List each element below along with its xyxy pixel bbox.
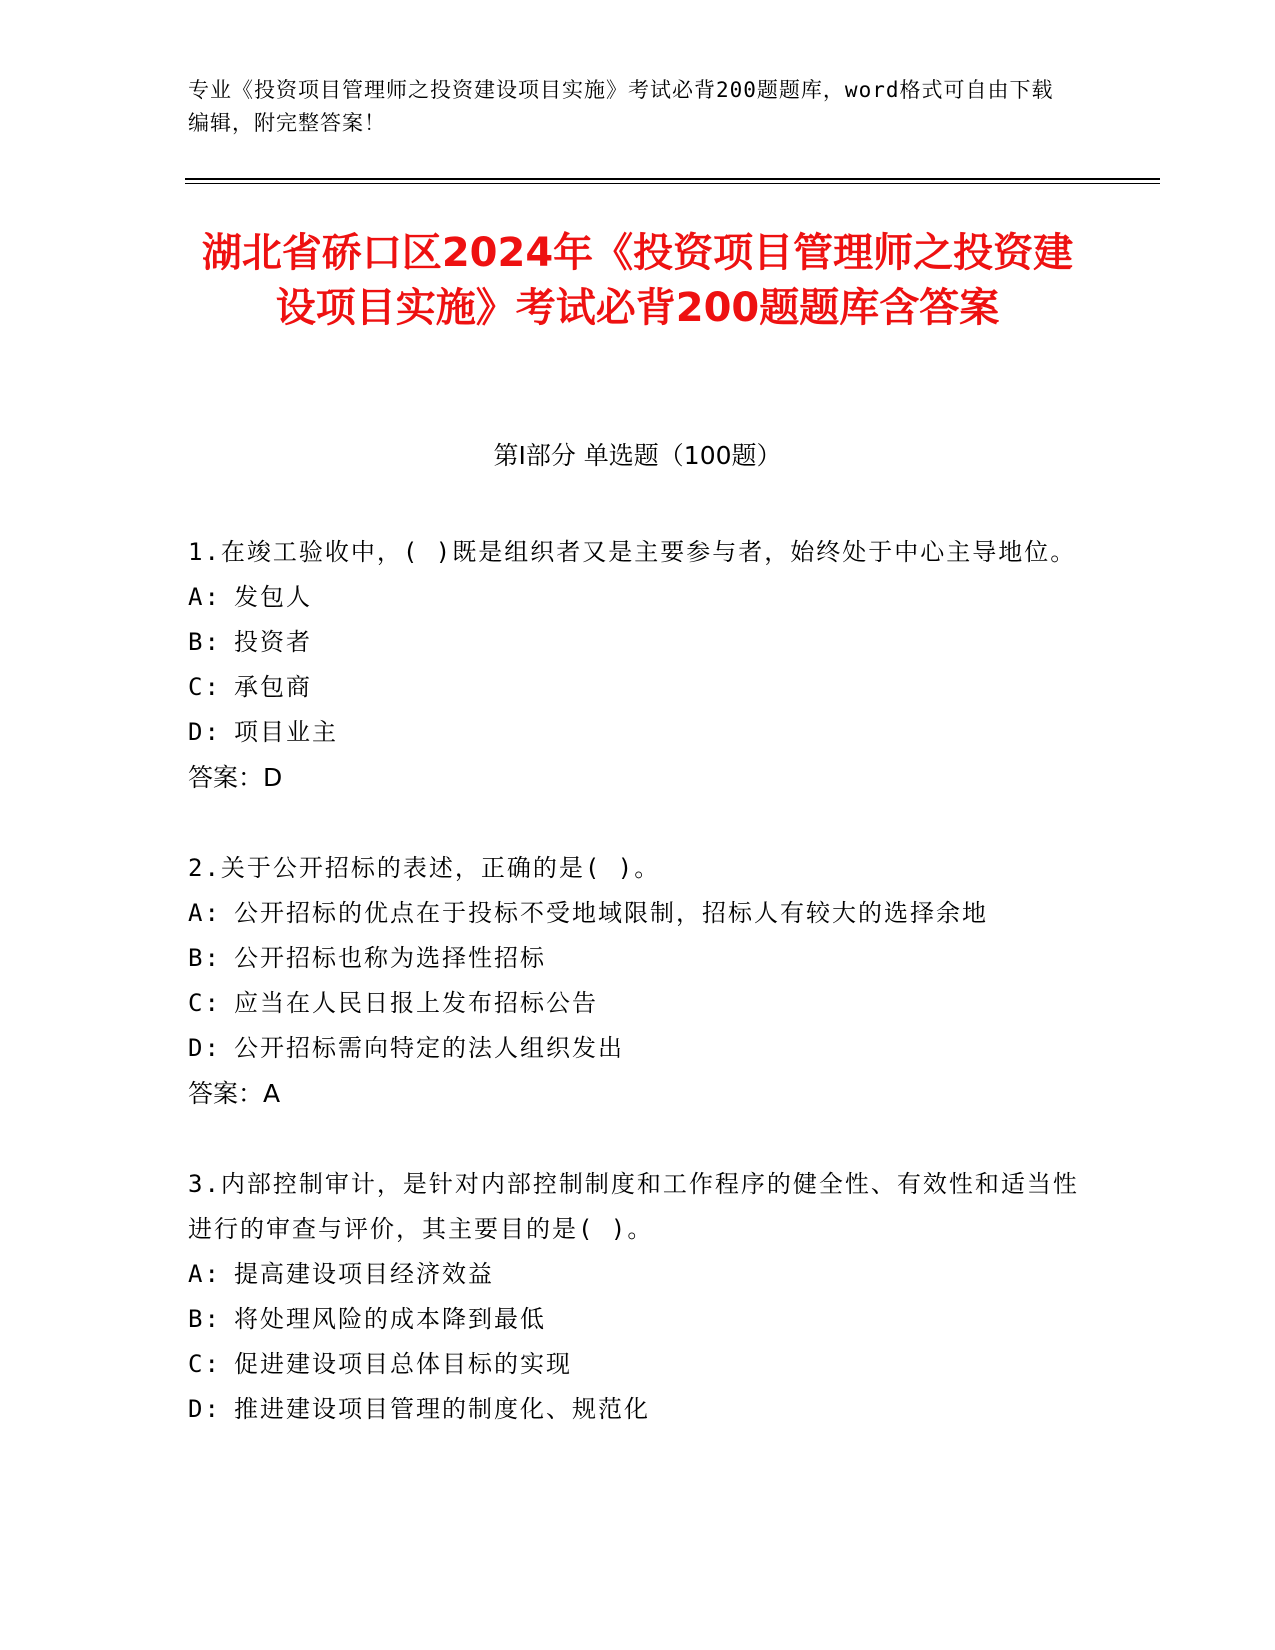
- option-letter: A:: [188, 583, 221, 611]
- option-letter: A:: [188, 1260, 221, 1288]
- option-letter: C:: [188, 673, 221, 701]
- option-text: 承包商: [234, 673, 312, 701]
- option-a: [188, 575, 1088, 620]
- option-letter: B:: [188, 944, 221, 972]
- option-c: [188, 1342, 1088, 1387]
- option-d: [188, 710, 1088, 755]
- option-text: 促进建设项目总体目标的实现: [234, 1350, 572, 1378]
- question-list: [188, 530, 1088, 1477]
- question-1: [188, 530, 1088, 801]
- question-2: [188, 846, 1088, 1117]
- question-stem: 1.在竣工验收中，( )既是组织者又是主要参与者，始终处于中心主导地位。: [188, 538, 1077, 566]
- option-letter: D:: [188, 1034, 221, 1062]
- option-text: 公开招标的优点在于投标不受地域限制，招标人有较大的选择余地: [234, 899, 988, 927]
- header-note: 专业《投资项目管理师之投资建设项目实施》考试必背200题题库，word格式可自由下载编辑，附完整答案！: [188, 78, 1054, 135]
- option-b: [188, 1297, 1088, 1342]
- option-text: 推进建设项目管理的制度化、规范化: [234, 1395, 650, 1423]
- option-letter: B:: [188, 628, 221, 656]
- option-text: 将处理风险的成本降到最低: [234, 1305, 546, 1333]
- option-text: 公开招标也称为选择性招标: [234, 944, 546, 972]
- option-text: 项目业主: [234, 718, 338, 746]
- question-stem: 2.关于公开招标的表述，正确的是( )。: [188, 854, 661, 882]
- header-divider-thin: [185, 183, 1160, 184]
- option-a: [188, 1252, 1088, 1297]
- answer-line: 答案：D: [188, 763, 283, 792]
- option-letter: C:: [188, 989, 221, 1017]
- option-c: [188, 665, 1088, 710]
- option-c: [188, 981, 1088, 1026]
- option-text: 投资者: [234, 628, 312, 656]
- option-letter: C:: [188, 1350, 221, 1378]
- option-text: 应当在人民日报上发布招标公告: [234, 989, 598, 1017]
- option-text: 提高建设项目经济效益: [234, 1260, 494, 1288]
- option-letter: D:: [188, 718, 221, 746]
- option-letter: A:: [188, 899, 221, 927]
- answer-line: 答案：A: [188, 1079, 281, 1108]
- option-text: 发包人: [234, 583, 312, 611]
- section-heading: 第I部分 单选题（100题）: [493, 441, 782, 470]
- option-b: [188, 936, 1088, 981]
- document-title: 湖北省硚口区2024年《投资项目管理师之投资建设项目实施》考试必背200题题库含答案: [201, 230, 1074, 331]
- question-3: [188, 1162, 1088, 1432]
- option-letter: D:: [188, 1395, 221, 1423]
- option-b: [188, 620, 1088, 665]
- option-d: [188, 1026, 1088, 1071]
- option-a: [188, 891, 1088, 936]
- option-text: 公开招标需向特定的法人组织发出: [234, 1034, 624, 1062]
- header-divider-thick: [185, 178, 1160, 180]
- option-letter: B:: [188, 1305, 221, 1333]
- option-d: [188, 1387, 1088, 1432]
- question-stem: 3.内部控制审计，是针对内部控制制度和工作程序的健全性、有效性和适当性进行的审查与评价，其主要目的是( )。: [188, 1170, 1079, 1243]
